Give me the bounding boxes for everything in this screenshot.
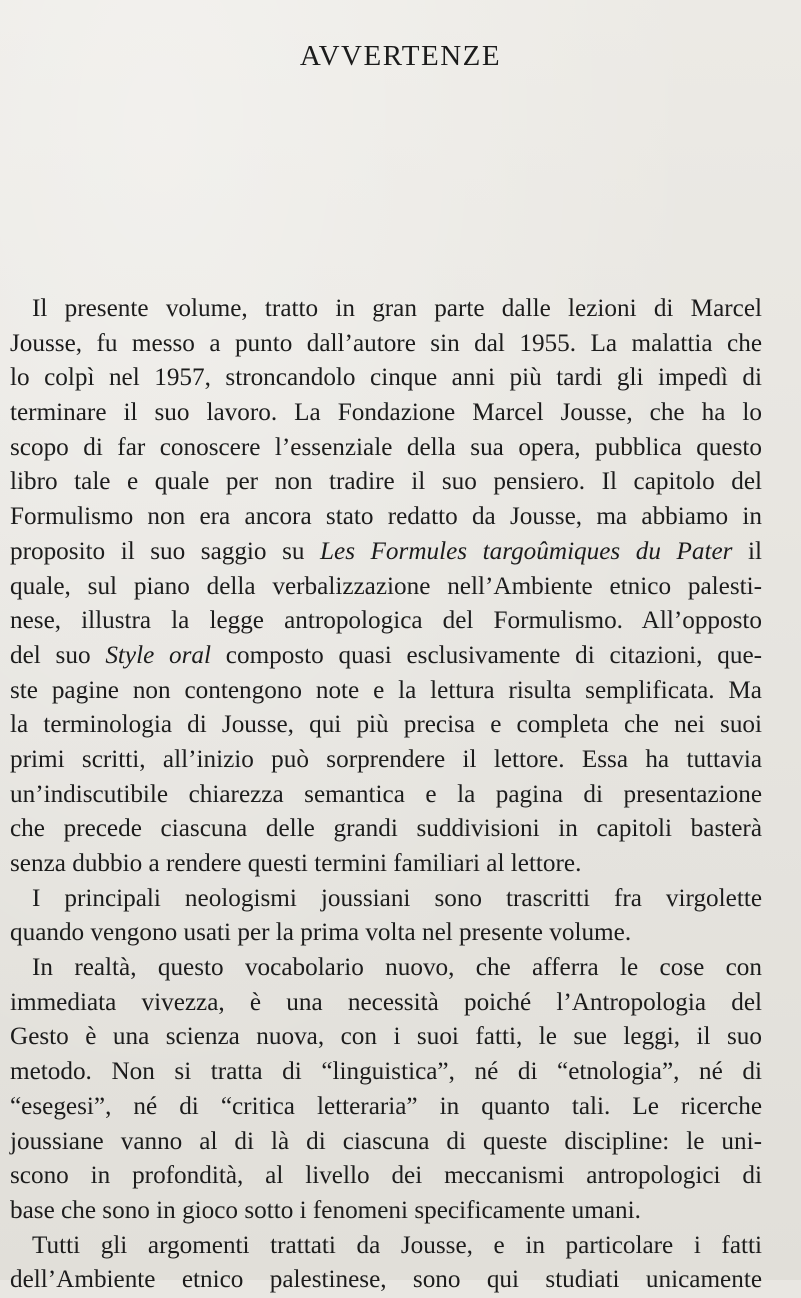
- text-line: In realtà, questo vocabolario nuovo, che afferra le cose con: [32, 954, 762, 982]
- text-line: scono in profondità, al livello dei meccanismi antropologici di: [10, 1162, 762, 1190]
- text-line: “esegesi”, né di “critica letteraria” in quanto tali. Le ricerche: [10, 1092, 762, 1120]
- text-line: senza dubbio a rendere questi termini familiari al lettore.: [10, 850, 582, 877]
- text-line: immediata vivezza, è una necessità poiché l’Antropologia del: [10, 988, 762, 1016]
- text-line: Formulismo non era ancora stato redatto da Jousse, ma abbiamo in: [10, 503, 762, 531]
- text-line: Tutti gli argomenti trattati da Jousse, e in particolare i fatti: [32, 1231, 762, 1259]
- body-text: [10, 292, 762, 1298]
- text-line: Jousse, fu messo a punto dall’autore sin dal 1955. La malattia che: [10, 329, 762, 357]
- text-line: quale, sul piano della verbalizzazione nell’Ambiente etnico palesti-: [10, 572, 762, 600]
- text-line: [10, 535, 762, 570]
- italic-title: Les Formules targoûmiques du Pater: [320, 537, 733, 565]
- text-line: lo colpì nel 1957, stroncandolo cinque anni più tardi gli impedì di: [10, 364, 762, 392]
- text-line: base che sono in gioco sotto i fenomeni specificamente umani.: [10, 1196, 641, 1224]
- italic-title: Style oral: [105, 641, 212, 669]
- text-line: [10, 639, 762, 674]
- text-line: scopo di far conoscere l’essenziale della sua opera, pubblica questo: [10, 433, 762, 461]
- text-line: quando vengono usati per la prima volta nel presente volume.: [10, 919, 632, 947]
- text-line: ste pagine non contengono note e la lettura risulta semplificata. Ma: [10, 676, 762, 704]
- text-fragment: del suo: [10, 641, 106, 669]
- text-line: un’indiscutibile chiarezza semantica e la pagina di presentazione: [10, 780, 762, 808]
- text-line: Gesto è una scienza nuova, con i suoi fatti, le sue leggi, il suo: [10, 1023, 762, 1051]
- text-line: primi scritti, all’inizio può sorprendere il lettore. Essa ha tuttavia: [10, 745, 762, 773]
- text-line: terminare il suo lavoro. La Fondazione Marcel Jousse, che ha lo: [10, 399, 762, 427]
- text-fragment: proposito il suo saggio su: [10, 537, 321, 565]
- text-line: dell’Ambiente etnico palestinese, sono qui studiati unicamente: [10, 1266, 762, 1294]
- text-line: che precede ciascuna delle grandi suddivisioni in capitoli basterà: [10, 815, 762, 843]
- page-title: AVVERTENZE: [299, 40, 502, 72]
- text-fragment: composto quasi esclusivamente di citazioni, que-: [211, 641, 763, 669]
- text-line: nese, illustra la legge antropologica del Formulismo. All’opposto: [10, 607, 762, 635]
- text-line: joussiane vanno al di là di ciascuna di queste discipline: le uni-: [10, 1127, 762, 1155]
- text-line: libro tale e quale per non tradire il suo pensiero. Il capitolo del: [10, 468, 762, 496]
- text-fragment: il: [732, 537, 763, 565]
- text-line: la terminologia di Jousse, qui più precisa e completa che nei suoi: [10, 711, 762, 739]
- text-line: I principali neologismi joussiani sono trascritti fra virgolette: [32, 884, 762, 912]
- text-line: Il presente volume, tratto in gran parte dalle lezioni di Marcel: [32, 295, 762, 322]
- text-line: metodo. Non si tratta di “linguistica”, né di “etnologia”, né di: [10, 1058, 762, 1086]
